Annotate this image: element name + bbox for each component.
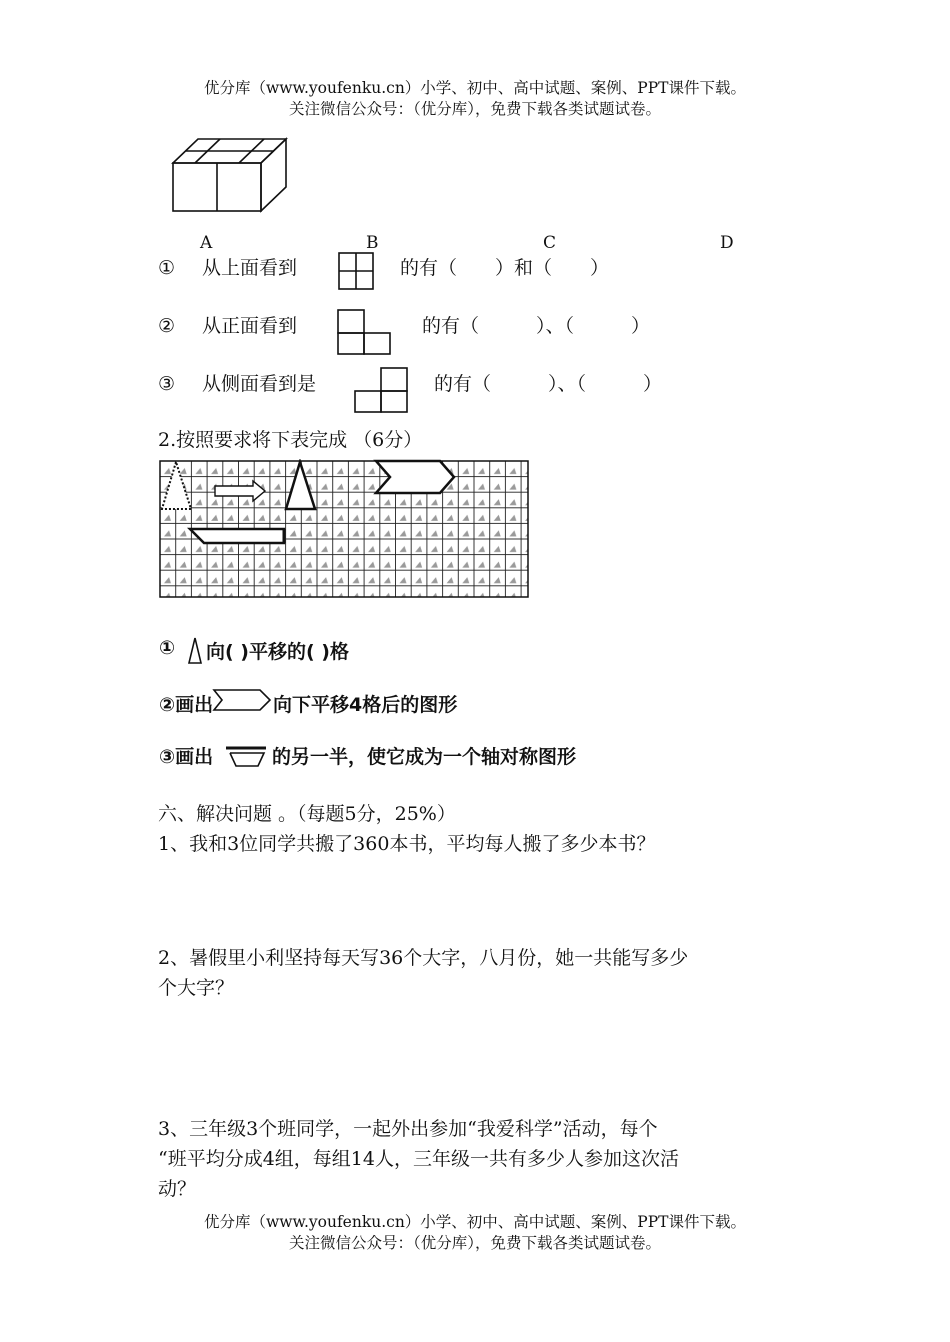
chevron-shape-icon	[212, 686, 274, 714]
small-triangle-icon	[186, 636, 206, 666]
label-c: C	[543, 233, 557, 253]
front-view-shape	[336, 308, 392, 356]
view-item-3-num: ③	[158, 373, 176, 395]
q2-sub1-text: 向( )平移的( )格	[206, 641, 349, 663]
footer-line-1: 优分库（www.youfenku.cn）小学、初中、高中试题、案例、PPT课件下载。	[203, 1213, 747, 1231]
label-d: D	[720, 233, 734, 253]
section6-q1: 1、我和3位同学共搬了360本书，平均每人搬了多少本书？	[158, 833, 656, 855]
header-line-1: 优分库（www.youfenku.cn）小学、初中、高中试题、案例、PPT课件下载。	[203, 79, 747, 97]
cube-figure	[168, 135, 298, 217]
half-trapezoid-icon	[224, 744, 270, 770]
label-a: A	[200, 233, 213, 253]
top-view-shape	[337, 251, 375, 291]
translation-grid	[158, 459, 532, 601]
q2-sub1-num: ①	[159, 637, 176, 659]
header-line-2: 关注微信公众号：（优分库），免费下载各类试题试卷。	[288, 100, 661, 118]
section6-title: 六、解决问题 。（每题5分，25%）	[158, 803, 456, 825]
section6-q3-line1: 3、三年级3个班同学，一起外出参加“我爱科学”活动，每个	[158, 1118, 658, 1140]
q2-sub3-num: ③画出	[159, 746, 214, 768]
view-item-2-text: 从正面看到	[202, 315, 298, 337]
label-b: B	[366, 233, 379, 253]
view-item-1-answer: 的有（ ）和（ ）	[400, 257, 610, 279]
section6-q3-line3: 动？	[158, 1178, 197, 1200]
q2-title: 2.按照要求将下表完成 （6分）	[158, 429, 423, 451]
view-item-2-answer: 的有（ ）、（ ）	[422, 315, 651, 337]
q2-sub2-num: ②画出	[159, 694, 214, 716]
view-item-3-text: 从侧面看到是	[202, 373, 317, 395]
section6-q2-line2: 个大字？	[158, 977, 235, 999]
view-item-1-text: 从上面看到	[202, 257, 298, 279]
section6-q3-line2: “班平均分成4组，每组14人，三年级一共有多少人参加这次活	[158, 1148, 679, 1170]
footer-line-2: 关注微信公众号：（优分库），免费下载各类试题试卷。	[288, 1234, 661, 1252]
view-item-3-answer: 的有（ ）、（ ）	[434, 373, 663, 395]
view-item-2-num: ②	[158, 315, 176, 337]
side-view-shape	[353, 366, 409, 414]
view-item-1-num: ①	[158, 257, 176, 279]
section6-q2-line1: 2、暑假里小利坚持每天写36个大字，八月份，她一共能写多少	[158, 947, 689, 969]
q2-sub3-text: 的另一半，使它成为一个轴对称图形	[272, 746, 577, 768]
q2-sub2-text: 向下平移4格后的图形	[273, 694, 458, 716]
